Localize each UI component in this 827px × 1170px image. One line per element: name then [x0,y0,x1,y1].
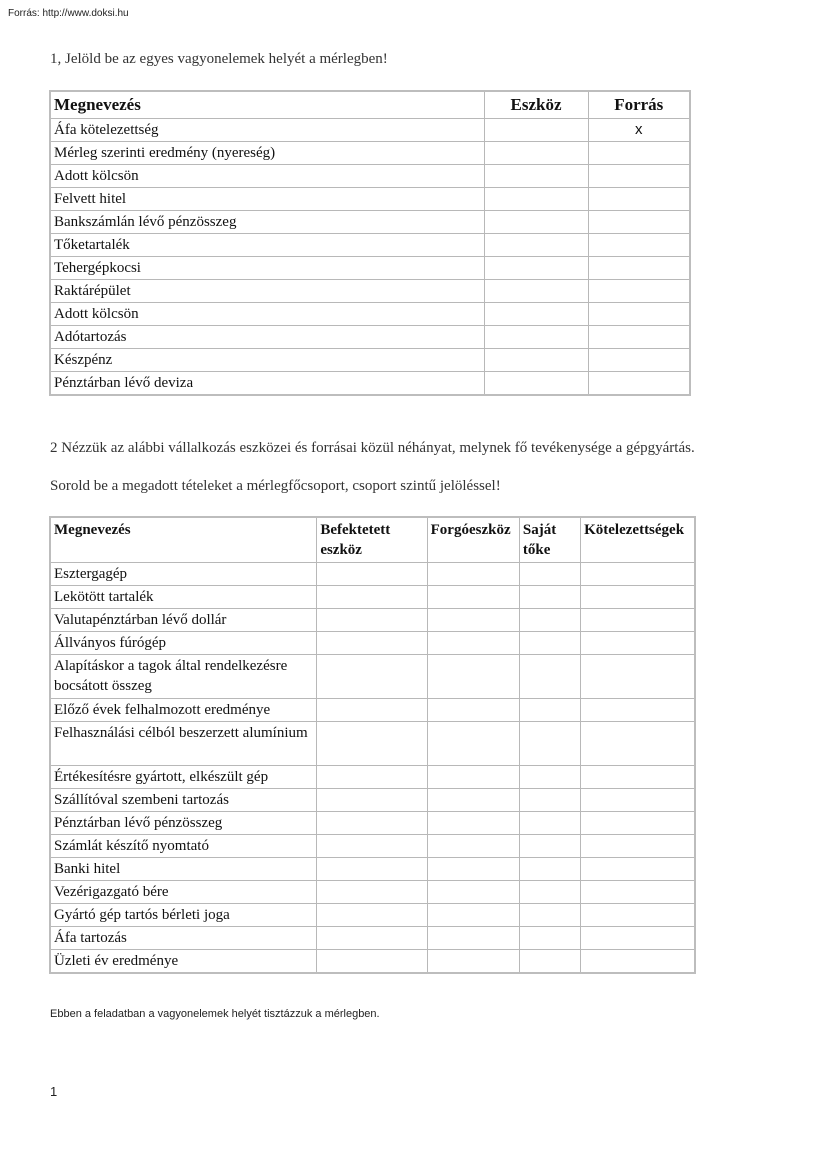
item-name: Esztergagép [50,563,317,586]
sajat-toke-cell[interactable] [519,632,580,655]
item-name: Banki hitel [50,858,317,881]
item-name: Mérleg szerinti eredmény (nyereség) [50,142,484,165]
sajat-toke-cell[interactable] [519,722,580,766]
befektetett-eszkoz-cell[interactable] [317,812,427,835]
item-name: Vezérigazgató bére [50,881,317,904]
forras-cell[interactable] [588,280,690,303]
befektetett-eszkoz-cell[interactable] [317,722,427,766]
item-name: Adott kölcsön [50,303,484,326]
befektetett-eszkoz-cell[interactable] [317,655,427,699]
kotelezettsegek-cell[interactable] [581,789,695,812]
befektetett-eszkoz-cell[interactable] [317,632,427,655]
task1-table-body [50,119,690,396]
befektetett-eszkoz-cell[interactable] [317,835,427,858]
forras-cell[interactable] [588,303,690,326]
item-name: Alapításkor a tagok által rendelkezésre bocsátott összeg [50,655,317,699]
item-name: Felvett hitel [50,188,484,211]
sajat-toke-cell[interactable] [519,609,580,632]
task1-prompt: 1, Jelöld be az egyes vagyonelemek helyét a mérlegben! [50,51,388,67]
sajat-toke-cell[interactable] [519,927,580,950]
forras-cell[interactable] [588,349,690,372]
header-befektetett-eszkoz: Befektetett eszköz [317,517,427,563]
item-name: Raktárépület [50,280,484,303]
item-name: Felhasználási célból beszerzett alumínium [50,722,317,766]
task2-table [49,516,696,974]
header-forras: Forrás [588,91,690,119]
sajat-toke-cell[interactable] [519,835,580,858]
item-name: Valutapénztárban lévő dollár [50,609,317,632]
forgoeszkoz-cell[interactable] [427,835,519,858]
item-name: Adótartozás [50,326,484,349]
table-row [50,950,695,974]
table-row [50,165,690,188]
sajat-toke-cell[interactable] [519,699,580,722]
task2-table-body [50,563,695,974]
forgoeszkoz-cell[interactable] [427,812,519,835]
table-header-row [50,91,690,119]
kotelezettsegek-cell[interactable] [581,563,695,586]
eszkoz-cell[interactable] [484,326,588,349]
eszkoz-cell[interactable] [484,349,588,372]
table-row [50,563,695,586]
befektetett-eszkoz-cell[interactable] [317,927,427,950]
kotelezettsegek-cell[interactable] [581,950,695,974]
forras-cell[interactable]: x [588,119,690,142]
item-name: Értékesítésre gyártott, elkészült gép [50,766,317,789]
eszkoz-cell[interactable] [484,142,588,165]
kotelezettsegek-cell[interactable] [581,904,695,927]
item-name: Számlát készítő nyomtató [50,835,317,858]
kotelezettsegek-cell[interactable] [581,632,695,655]
table-row [50,609,695,632]
table-row [50,858,695,881]
forgoeszkoz-cell[interactable] [427,766,519,789]
befektetett-eszkoz-cell[interactable] [317,766,427,789]
eszkoz-cell[interactable] [484,234,588,257]
befektetett-eszkoz-cell[interactable] [317,950,427,974]
item-name: Adott kölcsön [50,165,484,188]
item-name: Pénztárban lévő pénzösszeg [50,812,317,835]
kotelezettsegek-cell[interactable] [581,609,695,632]
forgoeszkoz-cell[interactable] [427,858,519,881]
item-name: Áfa kötelezettség [50,119,484,142]
forgoeszkoz-cell[interactable] [427,632,519,655]
eszkoz-cell[interactable] [484,303,588,326]
sajat-toke-cell[interactable] [519,904,580,927]
item-name: Bankszámlán lévő pénzösszeg [50,211,484,234]
eszkoz-cell[interactable] [484,211,588,234]
table-row [50,904,695,927]
forgoeszkoz-cell[interactable] [427,950,519,974]
table-row [50,257,690,280]
befektetett-eszkoz-cell[interactable] [317,586,427,609]
item-name: Állványos fúrógép [50,632,317,655]
eszkoz-cell[interactable] [484,165,588,188]
sajat-toke-cell[interactable] [519,789,580,812]
header-sajat-toke: Saját tőke [519,517,580,563]
forras-cell[interactable] [588,165,690,188]
item-name: Szállítóval szembeni tartozás [50,789,317,812]
table-row [50,789,695,812]
befektetett-eszkoz-cell[interactable] [317,858,427,881]
forras-cell[interactable] [588,142,690,165]
table-row [50,280,690,303]
sajat-toke-cell[interactable] [519,766,580,789]
kotelezettsegek-cell[interactable] [581,835,695,858]
header-kotelezettsegek: Kötelezettségek [581,517,695,563]
table-row [50,632,695,655]
table-row [50,927,695,950]
kotelezettsegek-cell[interactable] [581,586,695,609]
item-name: Tőketartalék [50,234,484,257]
forgoeszkoz-cell[interactable] [427,563,519,586]
forgoeszkoz-cell[interactable] [427,904,519,927]
forras-cell[interactable] [588,188,690,211]
kotelezettsegek-cell[interactable] [581,722,695,766]
befektetett-eszkoz-cell[interactable] [317,789,427,812]
header-megnevezes: Megnevezés [50,517,317,563]
table-row [50,766,695,789]
footnote: Ebben a feladatban a vagyonelemek helyét tisztázzuk a mérlegben. [50,1008,380,1020]
sajat-toke-cell[interactable] [519,812,580,835]
task2-prompt: Sorold be a megadott tételeket a mérlegfőcsoport, csoport szintű jelöléssel! [50,478,501,494]
befektetett-eszkoz-cell[interactable] [317,609,427,632]
forgoeszkoz-cell[interactable] [427,927,519,950]
table-row [50,881,695,904]
kotelezettsegek-cell[interactable] [581,766,695,789]
sajat-toke-cell[interactable] [519,950,580,974]
eszkoz-cell[interactable] [484,257,588,280]
source-url: Forrás: http://www.doksi.hu [8,8,129,19]
befektetett-eszkoz-cell[interactable] [317,563,427,586]
forgoeszkoz-cell[interactable] [427,881,519,904]
forras-cell[interactable] [588,372,690,396]
table-row [50,303,690,326]
sajat-toke-cell[interactable] [519,563,580,586]
item-name: Üzleti év eredménye [50,950,317,974]
forgoeszkoz-cell[interactable] [427,586,519,609]
sajat-toke-cell[interactable] [519,881,580,904]
table-row [50,655,695,699]
eszkoz-cell[interactable] [484,372,588,396]
page-number: 1 [50,1084,58,1099]
table-header-row [50,517,695,563]
kotelezettsegek-cell[interactable] [581,812,695,835]
table-row [50,326,690,349]
table-row [50,142,690,165]
forgoeszkoz-cell[interactable] [427,609,519,632]
item-name: Lekötött tartalék [50,586,317,609]
befektetett-eszkoz-cell[interactable] [317,699,427,722]
table-row [50,188,690,211]
eszkoz-cell[interactable] [484,188,588,211]
eszkoz-cell[interactable] [484,119,588,142]
item-name: Áfa tartozás [50,927,317,950]
kotelezettsegek-cell[interactable] [581,881,695,904]
forras-cell[interactable] [588,211,690,234]
forgoeszkoz-cell[interactable] [427,789,519,812]
sajat-toke-cell[interactable] [519,655,580,699]
header-forgoeszkoz: Forgóeszköz [427,517,519,563]
table-row [50,349,690,372]
task1-table [49,90,691,396]
item-name: Tehergépkocsi [50,257,484,280]
forgoeszkoz-cell[interactable] [427,655,519,699]
befektetett-eszkoz-cell[interactable] [317,881,427,904]
item-name: Gyártó gép tartós bérleti joga [50,904,317,927]
forgoeszkoz-cell[interactable] [427,699,519,722]
table-row [50,211,690,234]
befektetett-eszkoz-cell[interactable] [317,904,427,927]
kotelezettsegek-cell[interactable] [581,927,695,950]
table-row [50,234,690,257]
header-megnevezes: Megnevezés [50,91,484,119]
forras-cell[interactable] [588,234,690,257]
table-row [50,586,695,609]
item-name: Pénztárban lévő deviza [50,372,484,396]
item-name: Készpénz [50,349,484,372]
kotelezettsegek-cell[interactable] [581,655,695,699]
header-eszkoz: Eszköz [484,91,588,119]
item-name: Előző évek felhalmozott eredménye [50,699,317,722]
table-row [50,835,695,858]
sajat-toke-cell[interactable] [519,586,580,609]
eszkoz-cell[interactable] [484,280,588,303]
table-row [50,119,690,142]
table-row [50,372,690,396]
task2-intro: 2 Nézzük az alábbi vállalkozás eszközei és forrásai közül néhányat, melynek fő tevékenysége a gépgyártás. [50,440,695,456]
kotelezettsegek-cell[interactable] [581,858,695,881]
table-row [50,812,695,835]
forgoeszkoz-cell[interactable] [427,722,519,766]
forras-cell[interactable] [588,326,690,349]
table-row [50,722,695,766]
table-row [50,699,695,722]
kotelezettsegek-cell[interactable] [581,699,695,722]
sajat-toke-cell[interactable] [519,858,580,881]
forras-cell[interactable] [588,257,690,280]
